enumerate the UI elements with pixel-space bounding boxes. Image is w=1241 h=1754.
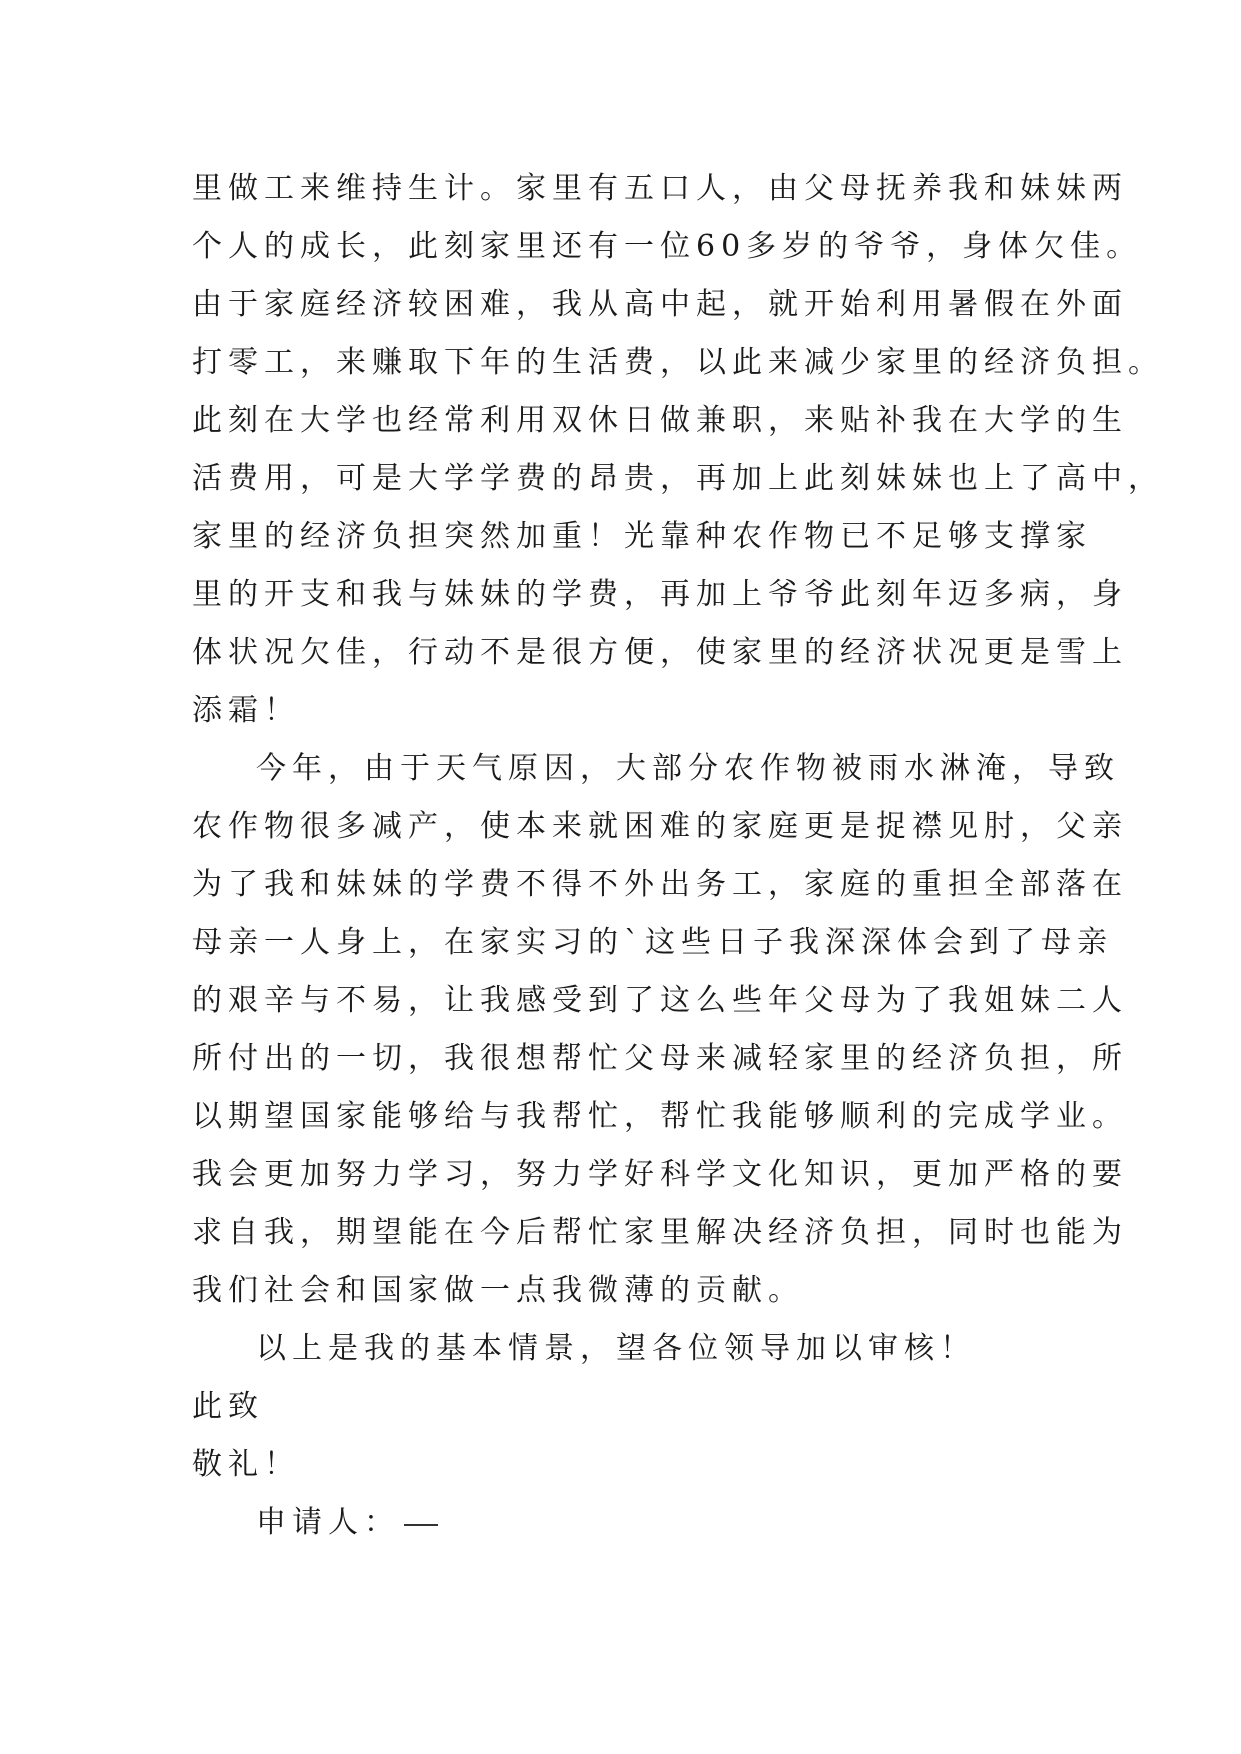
text-line: 以期望国家能够给与我帮忙，帮忙我能够顺利的完成学业。 bbox=[192, 1099, 1128, 1134]
text-line: 家里的经济负担突然加重！光靠种农作物已不足够支撑家 bbox=[192, 519, 1092, 554]
text-line: 里的开支和我与妹妹的学费，再加上爷爷此刻年迈多病，身 bbox=[192, 577, 1128, 612]
text-line: 母亲一人身上，在家实习的`这些日子我深深体会到了母亲 bbox=[192, 925, 1113, 960]
paragraph-2 bbox=[192, 740, 1128, 1320]
text-line: 由于家庭经济较困难，我从高中起，就开始利用暑假在外面 bbox=[192, 287, 1128, 322]
paragraph-3: 以上是我的基本情景，望各位领导加以审核！ bbox=[256, 1331, 976, 1366]
closing-salutation: 此致 bbox=[192, 1389, 264, 1424]
text-line: 农作物很多减产，使本来就困难的家庭更是捉襟见肘，父亲 bbox=[192, 809, 1128, 844]
text-line: 打零工，来赚取下年的生活费，以此来减少家里的经济负担。 bbox=[192, 345, 1164, 380]
text-line: 我们社会和国家做一点我微薄的贡献。 bbox=[192, 1273, 804, 1308]
signature-blank bbox=[404, 1522, 438, 1526]
text-line: 为了我和妹妹的学费不得不外出务工，家庭的重担全部落在 bbox=[192, 867, 1128, 902]
text-line: 个人的成长，此刻家里还有一位60多岁的爷爷，身体欠佳。 bbox=[192, 229, 1143, 264]
text-line: 活费用，可是大学学费的昂贵，再加上此刻妹妹也上了高中， bbox=[192, 461, 1164, 496]
text-line: 体状况欠佳，行动不是很方便，使家里的经济状况更是雪上 bbox=[192, 635, 1128, 670]
text-line: 所付出的一切，我很想帮忙父母来减轻家里的经济负担，所 bbox=[192, 1041, 1128, 1076]
text-line: 此刻在大学也经常利用双休日做兼职，来贴补我在大学的生 bbox=[192, 403, 1128, 438]
text-line: 的艰辛与不易，让我感受到了这么些年父母为了我姐妹二人 bbox=[192, 983, 1128, 1018]
signature-line bbox=[192, 1494, 1072, 1552]
paragraph-1 bbox=[192, 160, 1164, 740]
text-line: 我会更加努力学习，努力学好科学文化知识，更加严格的要 bbox=[192, 1157, 1128, 1192]
text-line: 里做工来维持生计。家里有五口人，由父母抚养我和妹妹两 bbox=[192, 171, 1128, 206]
text-line: 求自我，期望能在今后帮忙家里解决经济负担，同时也能为 bbox=[192, 1215, 1128, 1250]
signature-label: 申请人： bbox=[256, 1505, 400, 1540]
text-line: 添霜！ bbox=[192, 693, 300, 728]
letter-body bbox=[192, 160, 1164, 1552]
closing-regards: 敬礼！ bbox=[192, 1447, 300, 1482]
text-line: 今年，由于天气原因，大部分农作物被雨水淋淹，导致 bbox=[256, 751, 1120, 786]
